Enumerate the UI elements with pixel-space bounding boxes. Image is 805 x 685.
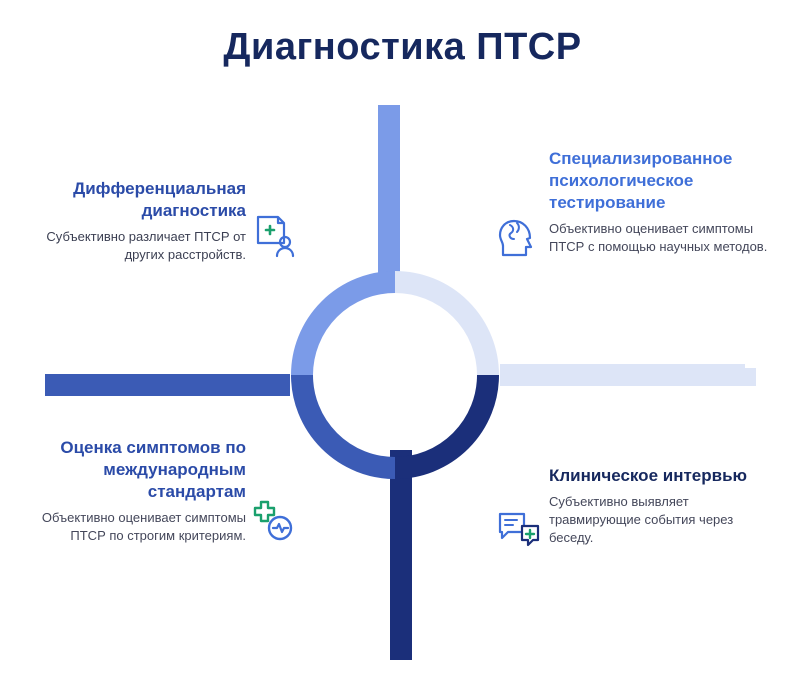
quadrant-heading: Специализированное психологическое тестирование <box>549 149 733 212</box>
quadrant-body: Объективно оценивает симптомы ПТСР с помощью научных методов. <box>549 221 768 254</box>
chat-medical-icon <box>498 510 544 550</box>
head-brain-icon <box>498 213 538 257</box>
quadrant-symptom-evaluation <box>28 437 246 545</box>
ring-bottom-left <box>302 375 395 468</box>
quadrant-specialized-testing <box>549 148 774 256</box>
quadrant-body: Объективно оценивает симптомы ПТСР по строгим критериям. <box>41 510 246 543</box>
quadrant-body: Субъективно выявляет травмирующие события через беседу. <box>549 494 734 545</box>
quadrant-body: Субъективно различает ПТСР от других расстройств. <box>46 229 246 262</box>
quadrant-heading: Дифференциальная диагностика <box>73 179 246 220</box>
page-title: Диагностика ПТСР <box>223 26 582 68</box>
arm-right <box>500 368 745 375</box>
ring-top-left <box>302 282 395 375</box>
quadrant-clinical-interview <box>549 465 779 547</box>
quadrant-heading: Клиническое интервью <box>549 466 748 485</box>
quadrant-differential-diagnosis <box>28 178 246 264</box>
medical-pulse-icon <box>252 498 296 544</box>
quadrant-heading: Оценка симптомов по международным стандартам <box>60 438 246 501</box>
patient-document-icon <box>252 213 300 261</box>
ring-top-right <box>395 282 488 375</box>
